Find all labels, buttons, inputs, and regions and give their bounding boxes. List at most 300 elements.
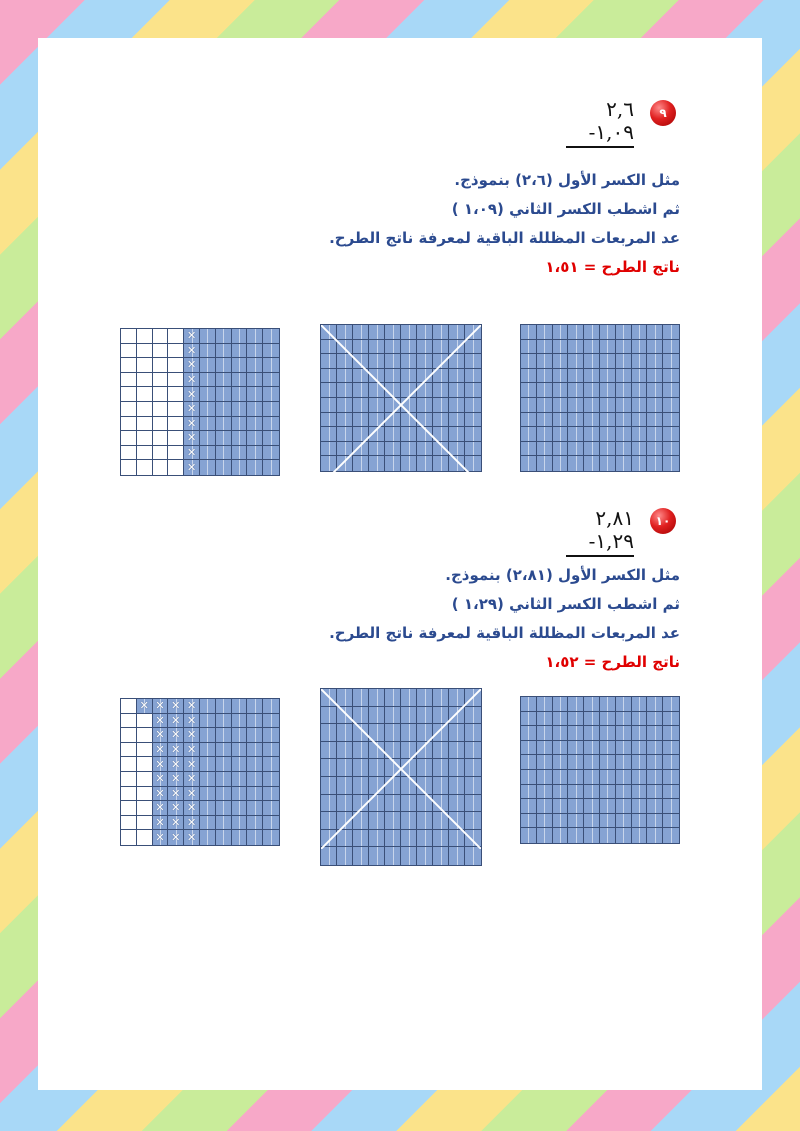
grid-cell xyxy=(353,689,369,707)
grid-cell xyxy=(200,344,216,359)
grid-cell xyxy=(632,770,648,785)
grid-cell xyxy=(584,383,600,398)
grid-cell xyxy=(232,757,248,772)
grid-cell xyxy=(663,340,679,355)
subtraction-setup xyxy=(554,507,634,557)
grid-cell xyxy=(385,724,401,742)
grid-cell xyxy=(616,741,632,756)
grid-cell xyxy=(121,344,137,359)
grid-cell xyxy=(600,456,616,471)
grid-cell xyxy=(168,329,184,344)
grid-cell xyxy=(632,442,648,457)
grid-cell xyxy=(616,442,632,457)
grid-cell xyxy=(584,799,600,814)
grid-cell xyxy=(465,456,481,471)
grid-cell xyxy=(600,354,616,369)
grid-cell xyxy=(121,787,137,802)
grid-cell xyxy=(263,460,279,475)
grid-cell xyxy=(216,402,232,417)
grid-cell xyxy=(521,785,537,800)
grid-cell xyxy=(449,354,465,369)
grid-cell xyxy=(232,714,248,729)
grid-cell xyxy=(137,757,153,772)
grid-cell xyxy=(417,830,433,848)
grid-cell xyxy=(584,442,600,457)
grid-cell xyxy=(616,398,632,413)
grid-cell xyxy=(385,442,401,457)
grid-cell xyxy=(449,398,465,413)
grid-cell xyxy=(433,442,449,457)
grid-cell xyxy=(663,828,679,843)
grid-cell xyxy=(553,814,569,829)
grid-cell xyxy=(521,799,537,814)
grid-cell xyxy=(337,369,353,384)
grid-cell xyxy=(247,329,263,344)
grid-cell xyxy=(321,707,337,725)
grid-cell xyxy=(232,402,248,417)
grid-cell xyxy=(584,427,600,442)
grid-cell xyxy=(433,340,449,355)
grid-cell xyxy=(232,801,248,816)
grid-cell xyxy=(433,707,449,725)
grid-cell xyxy=(647,398,663,413)
grid-cell xyxy=(321,325,337,340)
grid-cell xyxy=(200,329,216,344)
grid-cell xyxy=(137,801,153,816)
grid-cell xyxy=(200,373,216,388)
grid-cell xyxy=(433,354,449,369)
grid-cell xyxy=(417,383,433,398)
grid-cell xyxy=(337,456,353,471)
subtrahend: -١,٢٩ xyxy=(588,529,634,553)
grid-cell xyxy=(216,757,232,772)
grid-cell xyxy=(184,714,200,729)
grid-cell xyxy=(121,387,137,402)
grid-cell xyxy=(385,427,401,442)
grid-cell xyxy=(353,795,369,813)
grid-cell xyxy=(521,828,537,843)
grid-cell xyxy=(121,816,137,831)
grid-cell xyxy=(153,772,169,787)
grid-cell xyxy=(521,340,537,355)
grid-cell xyxy=(385,830,401,848)
grid-cell xyxy=(385,742,401,760)
grid-cell xyxy=(337,812,353,830)
grid-cell xyxy=(632,369,648,384)
grid-cell xyxy=(153,402,169,417)
grid-cell xyxy=(137,714,153,729)
grid-cell xyxy=(337,724,353,742)
grid-cell xyxy=(369,413,385,428)
grid-cell xyxy=(537,726,553,741)
grid-cell xyxy=(137,402,153,417)
grid-cell xyxy=(433,413,449,428)
grid-cell xyxy=(521,413,537,428)
grid-cell xyxy=(663,697,679,712)
grid-cell xyxy=(385,369,401,384)
grid-cell xyxy=(337,354,353,369)
result-line xyxy=(566,146,634,148)
grid-cell xyxy=(632,785,648,800)
grid-cell xyxy=(247,358,263,373)
grid-cell xyxy=(616,427,632,442)
grid-cell xyxy=(263,801,279,816)
grid-cell xyxy=(663,442,679,457)
grid-cell xyxy=(168,714,184,729)
grid-cell xyxy=(433,325,449,340)
grid-cell xyxy=(401,398,417,413)
grid-cell xyxy=(600,427,616,442)
grid-cell xyxy=(216,460,232,475)
grid-cell xyxy=(584,398,600,413)
grid-cell xyxy=(200,446,216,461)
grid-cell xyxy=(632,814,648,829)
grid-cell xyxy=(663,413,679,428)
grid-cell xyxy=(521,442,537,457)
grid-cell xyxy=(353,847,369,865)
grid-cell xyxy=(417,812,433,830)
grid-cell xyxy=(216,728,232,743)
grid-cell xyxy=(353,707,369,725)
grid-cell xyxy=(321,369,337,384)
grid-cell xyxy=(417,847,433,865)
grid-cell xyxy=(465,742,481,760)
grid-cell xyxy=(632,413,648,428)
grid-cell xyxy=(263,373,279,388)
grid-cell xyxy=(353,742,369,760)
grid-cell xyxy=(216,830,232,845)
grid-cell xyxy=(200,387,216,402)
grid-cell xyxy=(184,743,200,758)
grid-cell xyxy=(321,689,337,707)
grid-cell xyxy=(232,460,248,475)
grid-cell xyxy=(247,801,263,816)
grid-cell xyxy=(369,742,385,760)
grid-cell xyxy=(385,795,401,813)
grid-cell xyxy=(121,714,137,729)
grid-cell xyxy=(600,697,616,712)
grid-cell xyxy=(337,742,353,760)
grid-cell xyxy=(632,325,648,340)
grid-cell xyxy=(417,689,433,707)
grid-cell xyxy=(600,369,616,384)
grid-cell xyxy=(537,325,553,340)
grid-cell xyxy=(385,383,401,398)
grid-cell xyxy=(663,755,679,770)
grid-cell xyxy=(232,431,248,446)
grid-cell xyxy=(521,814,537,829)
grid-cell xyxy=(647,456,663,471)
grid-cell xyxy=(568,755,584,770)
grid-cell xyxy=(433,369,449,384)
grid-cell xyxy=(321,724,337,742)
grid-cell xyxy=(369,777,385,795)
grid-cell xyxy=(153,801,169,816)
grid-cell xyxy=(321,830,337,848)
grid-cell xyxy=(449,442,465,457)
grid-cell xyxy=(369,847,385,865)
grid-cell xyxy=(584,785,600,800)
grid-cell xyxy=(168,373,184,388)
grid-cell xyxy=(121,772,137,787)
grid-cell xyxy=(385,354,401,369)
grid-cell xyxy=(417,369,433,384)
grid-cell xyxy=(584,354,600,369)
grid-cell xyxy=(184,728,200,743)
grid-cell xyxy=(369,707,385,725)
grid-cell xyxy=(369,325,385,340)
grid-cell xyxy=(537,398,553,413)
grid-cell xyxy=(401,812,417,830)
grid-cell xyxy=(153,344,169,359)
grid-cell xyxy=(537,369,553,384)
grid-cell xyxy=(417,398,433,413)
grid-cell xyxy=(401,759,417,777)
grid-cell xyxy=(216,417,232,432)
grid-cell xyxy=(153,329,169,344)
grid-cell xyxy=(232,728,248,743)
grid-cell xyxy=(401,456,417,471)
grid-cell xyxy=(247,460,263,475)
grid-cell xyxy=(121,329,137,344)
grid-cell xyxy=(417,777,433,795)
grid-cell xyxy=(247,816,263,831)
grid-cell xyxy=(537,697,553,712)
grid-cell xyxy=(232,417,248,432)
instruction-line-3: عد المربعات المظللة الباقية لمعرفة ناتج الطرح. xyxy=(329,229,680,247)
grid-cell xyxy=(616,828,632,843)
partial-grid xyxy=(120,328,280,476)
grid-cell xyxy=(216,431,232,446)
grid-cell xyxy=(465,759,481,777)
grid-cell xyxy=(584,369,600,384)
grid-cell xyxy=(153,373,169,388)
grid-cell xyxy=(663,398,679,413)
subtrahend: -١,٠٩ xyxy=(588,120,634,144)
grid-cell xyxy=(449,689,465,707)
grid-cell xyxy=(153,714,169,729)
grid-cell xyxy=(216,358,232,373)
grid-cell xyxy=(521,354,537,369)
grid-cell xyxy=(137,373,153,388)
grid-cell xyxy=(568,398,584,413)
grid-cell xyxy=(247,431,263,446)
grid-cell xyxy=(121,402,137,417)
grid-cell xyxy=(632,828,648,843)
grid-cell xyxy=(353,383,369,398)
grid-cell xyxy=(137,329,153,344)
grid-cell xyxy=(663,712,679,727)
grid-cell xyxy=(353,759,369,777)
grid-cell xyxy=(401,724,417,742)
grid-cell xyxy=(121,743,137,758)
minuend: ٢,٦ xyxy=(606,97,634,121)
grid-cell xyxy=(369,383,385,398)
grid-cell xyxy=(385,340,401,355)
grid-cell xyxy=(232,830,248,845)
grid-cell xyxy=(121,460,137,475)
grid-cell xyxy=(168,460,184,475)
grid-cell xyxy=(401,383,417,398)
grid-cell xyxy=(584,828,600,843)
grid-cell xyxy=(600,325,616,340)
grid-cell xyxy=(537,814,553,829)
grid-cell xyxy=(521,383,537,398)
grid-cell xyxy=(337,442,353,457)
grid-cell xyxy=(216,816,232,831)
grid-cell xyxy=(568,770,584,785)
grid-cell xyxy=(321,812,337,830)
grid-cell xyxy=(417,413,433,428)
grid-cell xyxy=(537,785,553,800)
grid-cell xyxy=(153,728,169,743)
grid-cell xyxy=(184,402,200,417)
grid-cell xyxy=(537,828,553,843)
grid-cell xyxy=(184,816,200,831)
grid-cell xyxy=(600,770,616,785)
grid-cell xyxy=(417,340,433,355)
grid-cell xyxy=(584,697,600,712)
grid-cell xyxy=(369,759,385,777)
grid-cell xyxy=(616,785,632,800)
grid-cell xyxy=(184,417,200,432)
grid-cell xyxy=(401,369,417,384)
grid-cell xyxy=(184,830,200,845)
grid-cell xyxy=(568,741,584,756)
grid-cell xyxy=(647,726,663,741)
grid-cell xyxy=(247,402,263,417)
grid-cell xyxy=(584,770,600,785)
grid-cell xyxy=(263,358,279,373)
grid-cell xyxy=(137,344,153,359)
grid-cell xyxy=(647,799,663,814)
grid-cell xyxy=(647,325,663,340)
grid-cell xyxy=(200,772,216,787)
grid-cell xyxy=(433,398,449,413)
grid-cell xyxy=(663,814,679,829)
grid-cell xyxy=(600,785,616,800)
grid-cell xyxy=(337,427,353,442)
grid-cell xyxy=(647,383,663,398)
grid-cell xyxy=(401,354,417,369)
grid-cell xyxy=(137,460,153,475)
grid-cell xyxy=(553,325,569,340)
grid-cell xyxy=(153,757,169,772)
grid-cell xyxy=(433,689,449,707)
grid-cell xyxy=(353,812,369,830)
full-grid xyxy=(520,324,680,472)
grid-cell xyxy=(537,383,553,398)
grid-cell xyxy=(537,456,553,471)
grid-cell xyxy=(153,830,169,845)
grid-cell xyxy=(568,369,584,384)
grid-cell xyxy=(369,689,385,707)
grid-cell xyxy=(337,325,353,340)
grid-cell xyxy=(337,398,353,413)
grid-cell xyxy=(216,329,232,344)
grid-cell xyxy=(153,417,169,432)
grid-cell xyxy=(616,383,632,398)
grid-cell xyxy=(121,417,137,432)
grid-cell xyxy=(168,402,184,417)
grid-cell xyxy=(568,442,584,457)
grid-cell xyxy=(263,743,279,758)
grid-cell xyxy=(184,757,200,772)
grid-cell xyxy=(663,726,679,741)
grid-cell xyxy=(401,830,417,848)
grid-cell xyxy=(168,344,184,359)
grid-cell xyxy=(200,431,216,446)
grid-cell xyxy=(168,446,184,461)
grid-cell xyxy=(616,697,632,712)
grid-cell xyxy=(200,830,216,845)
grid-cell xyxy=(616,456,632,471)
grid-cell xyxy=(553,755,569,770)
grid-cell xyxy=(600,741,616,756)
grid-cell xyxy=(168,431,184,446)
grid-cell xyxy=(353,777,369,795)
grid-cell xyxy=(600,755,616,770)
grid-cell xyxy=(216,714,232,729)
grid-cell xyxy=(433,724,449,742)
grid-cell xyxy=(337,707,353,725)
grid-cell xyxy=(647,785,663,800)
grid-cell xyxy=(232,329,248,344)
grid-cell xyxy=(353,427,369,442)
grid-cell xyxy=(337,795,353,813)
grid-cell xyxy=(168,772,184,787)
grid-cell xyxy=(584,456,600,471)
grid-cell xyxy=(663,369,679,384)
grid-cell xyxy=(616,369,632,384)
grid-cell xyxy=(417,325,433,340)
grid-cell xyxy=(184,358,200,373)
grid-cell xyxy=(321,383,337,398)
grid-cell xyxy=(616,340,632,355)
grid-cell xyxy=(647,712,663,727)
grid-cell xyxy=(321,742,337,760)
grid-cell xyxy=(465,707,481,725)
grid-cell xyxy=(401,689,417,707)
grid-cell xyxy=(321,398,337,413)
grid-cell xyxy=(121,699,137,714)
grid-cell xyxy=(369,795,385,813)
grid-cell xyxy=(537,442,553,457)
grid-cell xyxy=(584,755,600,770)
instruction-line-2: ثم اشطب الكسر الثاني (١،٢٩ ) xyxy=(451,595,680,613)
grid-cell xyxy=(137,358,153,373)
grid-cell xyxy=(553,398,569,413)
grid-cell xyxy=(568,383,584,398)
grid-cell xyxy=(153,431,169,446)
grid-cell xyxy=(200,417,216,432)
grid-cell xyxy=(521,369,537,384)
grid-cell xyxy=(568,354,584,369)
grid-cell xyxy=(401,707,417,725)
grid-cell xyxy=(537,755,553,770)
grid-cell xyxy=(385,812,401,830)
grid-cell xyxy=(137,417,153,432)
grid-cell xyxy=(521,726,537,741)
grid-cell xyxy=(521,741,537,756)
grid-cell xyxy=(247,699,263,714)
grid-cell xyxy=(433,847,449,865)
grid-cell xyxy=(553,340,569,355)
grid-cell xyxy=(263,387,279,402)
grid-cell xyxy=(353,442,369,457)
grid-cell xyxy=(568,799,584,814)
grid-cell xyxy=(663,456,679,471)
